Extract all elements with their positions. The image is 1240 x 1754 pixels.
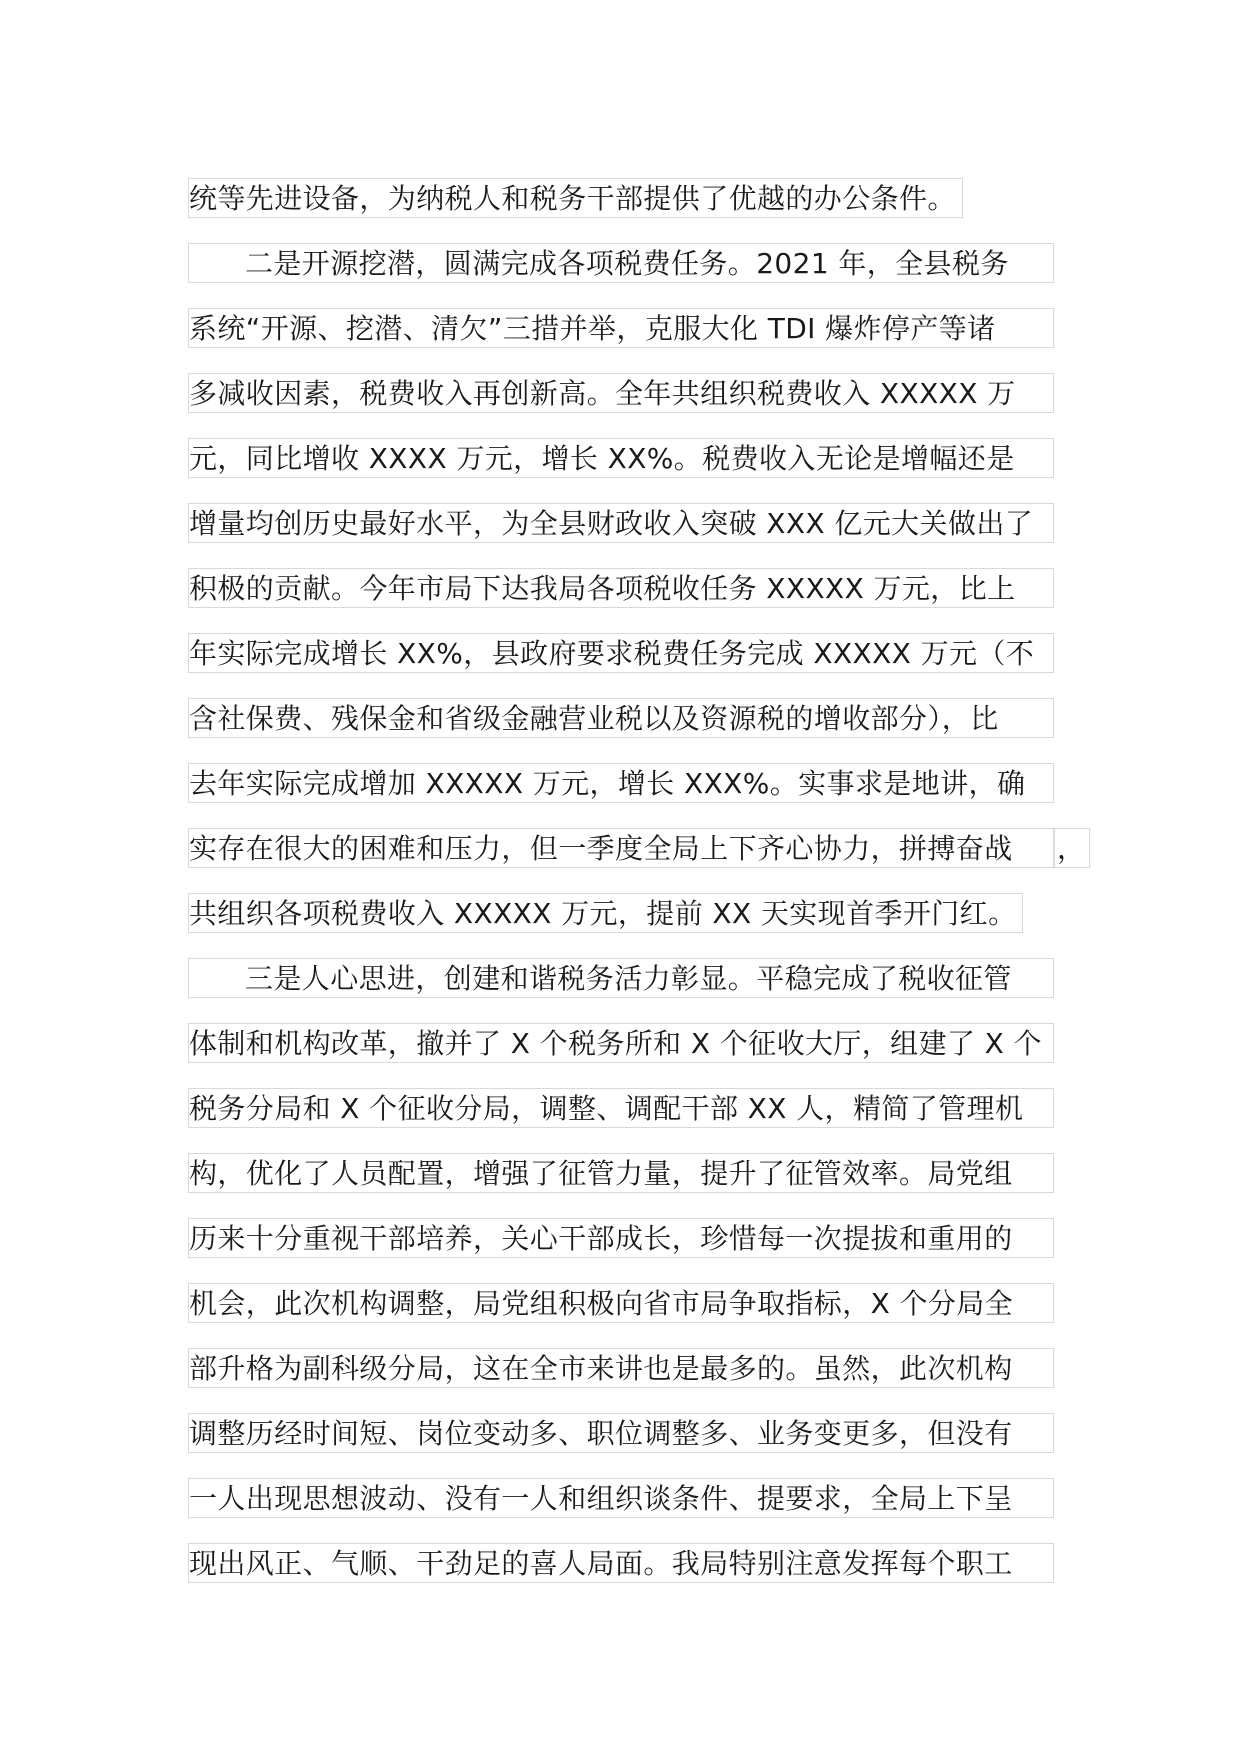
text-line xyxy=(188,562,1088,627)
text-line-content: 实存在很大的困难和压力，但一季度全局上下齐心协力，拼搏奋战 xyxy=(188,828,1054,868)
text-line xyxy=(188,1277,1088,1342)
paragraph-start: 三是人心思进，创建和谐税务活力彰显。平稳完成了税收征管 xyxy=(188,958,1054,998)
text-line-content: 系统“开源、挖潜、清欠”三措并举，克服大化 TDI 爆炸停产等诸 xyxy=(188,308,1054,348)
text-line-content: 年实际完成增长 XX%，县政府要求税费任务完成 XXXXX 万元（不 xyxy=(188,633,1054,673)
text-line-content: 机会，此次机构调整，局党组积极向省市局争取指标，X 个分局全 xyxy=(188,1283,1054,1323)
text-line xyxy=(188,367,1088,432)
text-line-content: 元，同比增收 XXXX 万元，增长 XX%。税费收入无论是增幅还是 xyxy=(188,438,1054,478)
text-line xyxy=(188,1147,1088,1212)
overflow-punctuation: ， xyxy=(1054,828,1090,868)
text-line-content: 含社保费、残保金和省级金融营业税以及资源税的增收部分），比 xyxy=(188,698,1054,738)
text-line xyxy=(188,952,1088,1017)
text-line xyxy=(188,627,1088,692)
text-line-content: 共组织各项税费收入 XXXXX 万元，提前 XX 天实现首季开门红。 xyxy=(188,893,1023,933)
text-line-content: 现出风正、气顺、干劲足的喜人局面。我局特别注意发挥每个职工 xyxy=(188,1543,1054,1583)
text-line-content: 增量均创历史最好水平，为全县财政收入突破 XXX 亿元大关做出了 xyxy=(188,503,1054,543)
text-line xyxy=(188,302,1088,367)
text-line-content: 多减收因素，税费收入再创新高。全年共组织税费收入 XXXXX 万 xyxy=(188,373,1054,413)
text-line xyxy=(188,757,1088,822)
text-line xyxy=(188,887,1088,952)
text-line xyxy=(188,237,1088,302)
text-line xyxy=(188,1472,1088,1537)
text-line xyxy=(188,1017,1088,1082)
text-line xyxy=(188,692,1088,757)
paragraph-start: 二是开源挖潜，圆满完成各项税费任务。2021 年，全县税务 xyxy=(188,243,1054,283)
text-line-content: 调整历经时间短、岗位变动多、职位调整多、业务变更多，但没有 xyxy=(188,1413,1054,1453)
text-line xyxy=(188,1342,1088,1407)
text-line xyxy=(188,1212,1088,1277)
text-line-content: 税务分局和 X 个征收分局，调整、调配干部 XX 人，精简了管理机 xyxy=(188,1088,1054,1128)
text-line-content: 构，优化了人员配置，增强了征管力量，提升了征管效率。局党组 xyxy=(188,1153,1054,1193)
text-line-content: 体制和机构改革，撤并了 X 个税务所和 X 个征收大厅，组建了 X 个 xyxy=(188,1023,1054,1063)
text-line xyxy=(188,1537,1088,1602)
text-line xyxy=(188,1407,1088,1472)
text-line xyxy=(188,822,1088,887)
text-line-content: 历来十分重视干部培养，关心干部成长，珍惜每一次提拔和重用的 xyxy=(188,1218,1054,1258)
text-line-content: 去年实际完成增加 XXXXX 万元，增长 XXX%。实事求是地讲，确 xyxy=(188,763,1054,803)
text-line-content: 一人出现思想波动、没有一人和组织谈条件、提要求，全局上下呈 xyxy=(188,1478,1054,1518)
text-line xyxy=(188,172,1088,237)
text-line-content: 部升格为副科级分局，这在全市来讲也是最多的。虽然，此次机构 xyxy=(188,1348,1054,1388)
text-line-content: 统等先进设备，为纳税人和税务干部提供了优越的办公条件。 xyxy=(188,178,963,218)
text-line xyxy=(188,432,1088,497)
text-line xyxy=(188,1082,1088,1147)
text-line xyxy=(188,497,1088,562)
text-line-content: 积极的贡献。今年市局下达我局各项税收任务 XXXXX 万元，比上 xyxy=(188,568,1054,608)
document-body xyxy=(188,172,1088,1602)
